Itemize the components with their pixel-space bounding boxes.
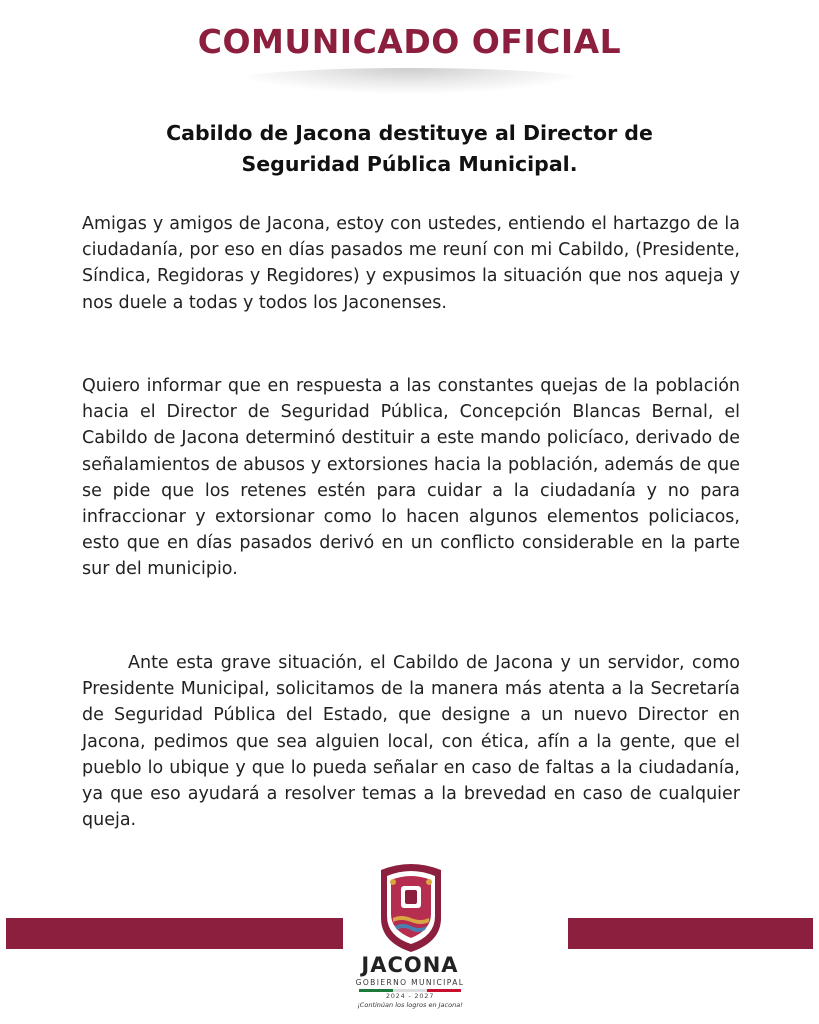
paragraph-1: Amigas y amigos de Jacona, estoy con ustedes, entiendo el hartazgo de la ciudadanía, por eso en días pasados me reuní con mi Cabildo, (Presidente, Síndica, Regidoras y Regidores) y expusimos la situación que nos aqueja y nos duele a todas y todos los Jaconenses. [82, 214, 740, 313]
coat-of-arms-icon [377, 860, 445, 954]
logo-years: 2024 - 2027 [385, 992, 435, 1000]
title-shadow-decoration [230, 68, 590, 94]
municipal-logo [345, 860, 475, 1020]
headline-line-2: Seguridad Pública Municipal. [241, 152, 578, 176]
headline-line-1: Cabildo de Jacona destituye al Director de [166, 121, 653, 145]
footer-bar-right [568, 918, 813, 949]
logo-name: JACONA [361, 953, 459, 977]
logo-subtitle: GOBIERNO MUNICIPAL [355, 978, 465, 987]
paragraph-2: Quiero informar que en respuesta a las constantes quejas de la población hacia el Director de Seguridad Pública, Concepción Blancas Bernal, el Cabildo de Jacona determinó destituir a este mando policíaco, derivado de señalamientos de abusos y extorsiones hacia la población, además de que se pide que los retenes estén para cuidar a la ciudadanía y no para infraccionar y extorsionar como lo hacen algunos elementos policiacos, esto que en días pasados derivó en un conflicto considerable en la parte sur del municipio. [82, 376, 740, 580]
footer-bar-left [6, 918, 343, 949]
headline [100, 118, 719, 180]
paragraph-3: Ante esta grave situación, el Cabildo de Jacona y un servidor, como Presidente Municipal, solicitamos de la manera más atenta a la Secretaría de Seguridad Pública del Estado, que designe a un nuevo Director en Jacona, pedimos que sea alguien local, con ética, afín a la gente, que el pueblo lo ubique y que lo pueda señalar en caso de faltas a la ciudadanía, ya que eso ayudará a resolver temas a la brevedad en caso de cualquier queja. [82, 653, 740, 831]
page-title: COMUNICADO OFICIAL [197, 22, 622, 61]
logo-slogan: ¡Continúan los logros en Jacona! [357, 1001, 463, 1009]
